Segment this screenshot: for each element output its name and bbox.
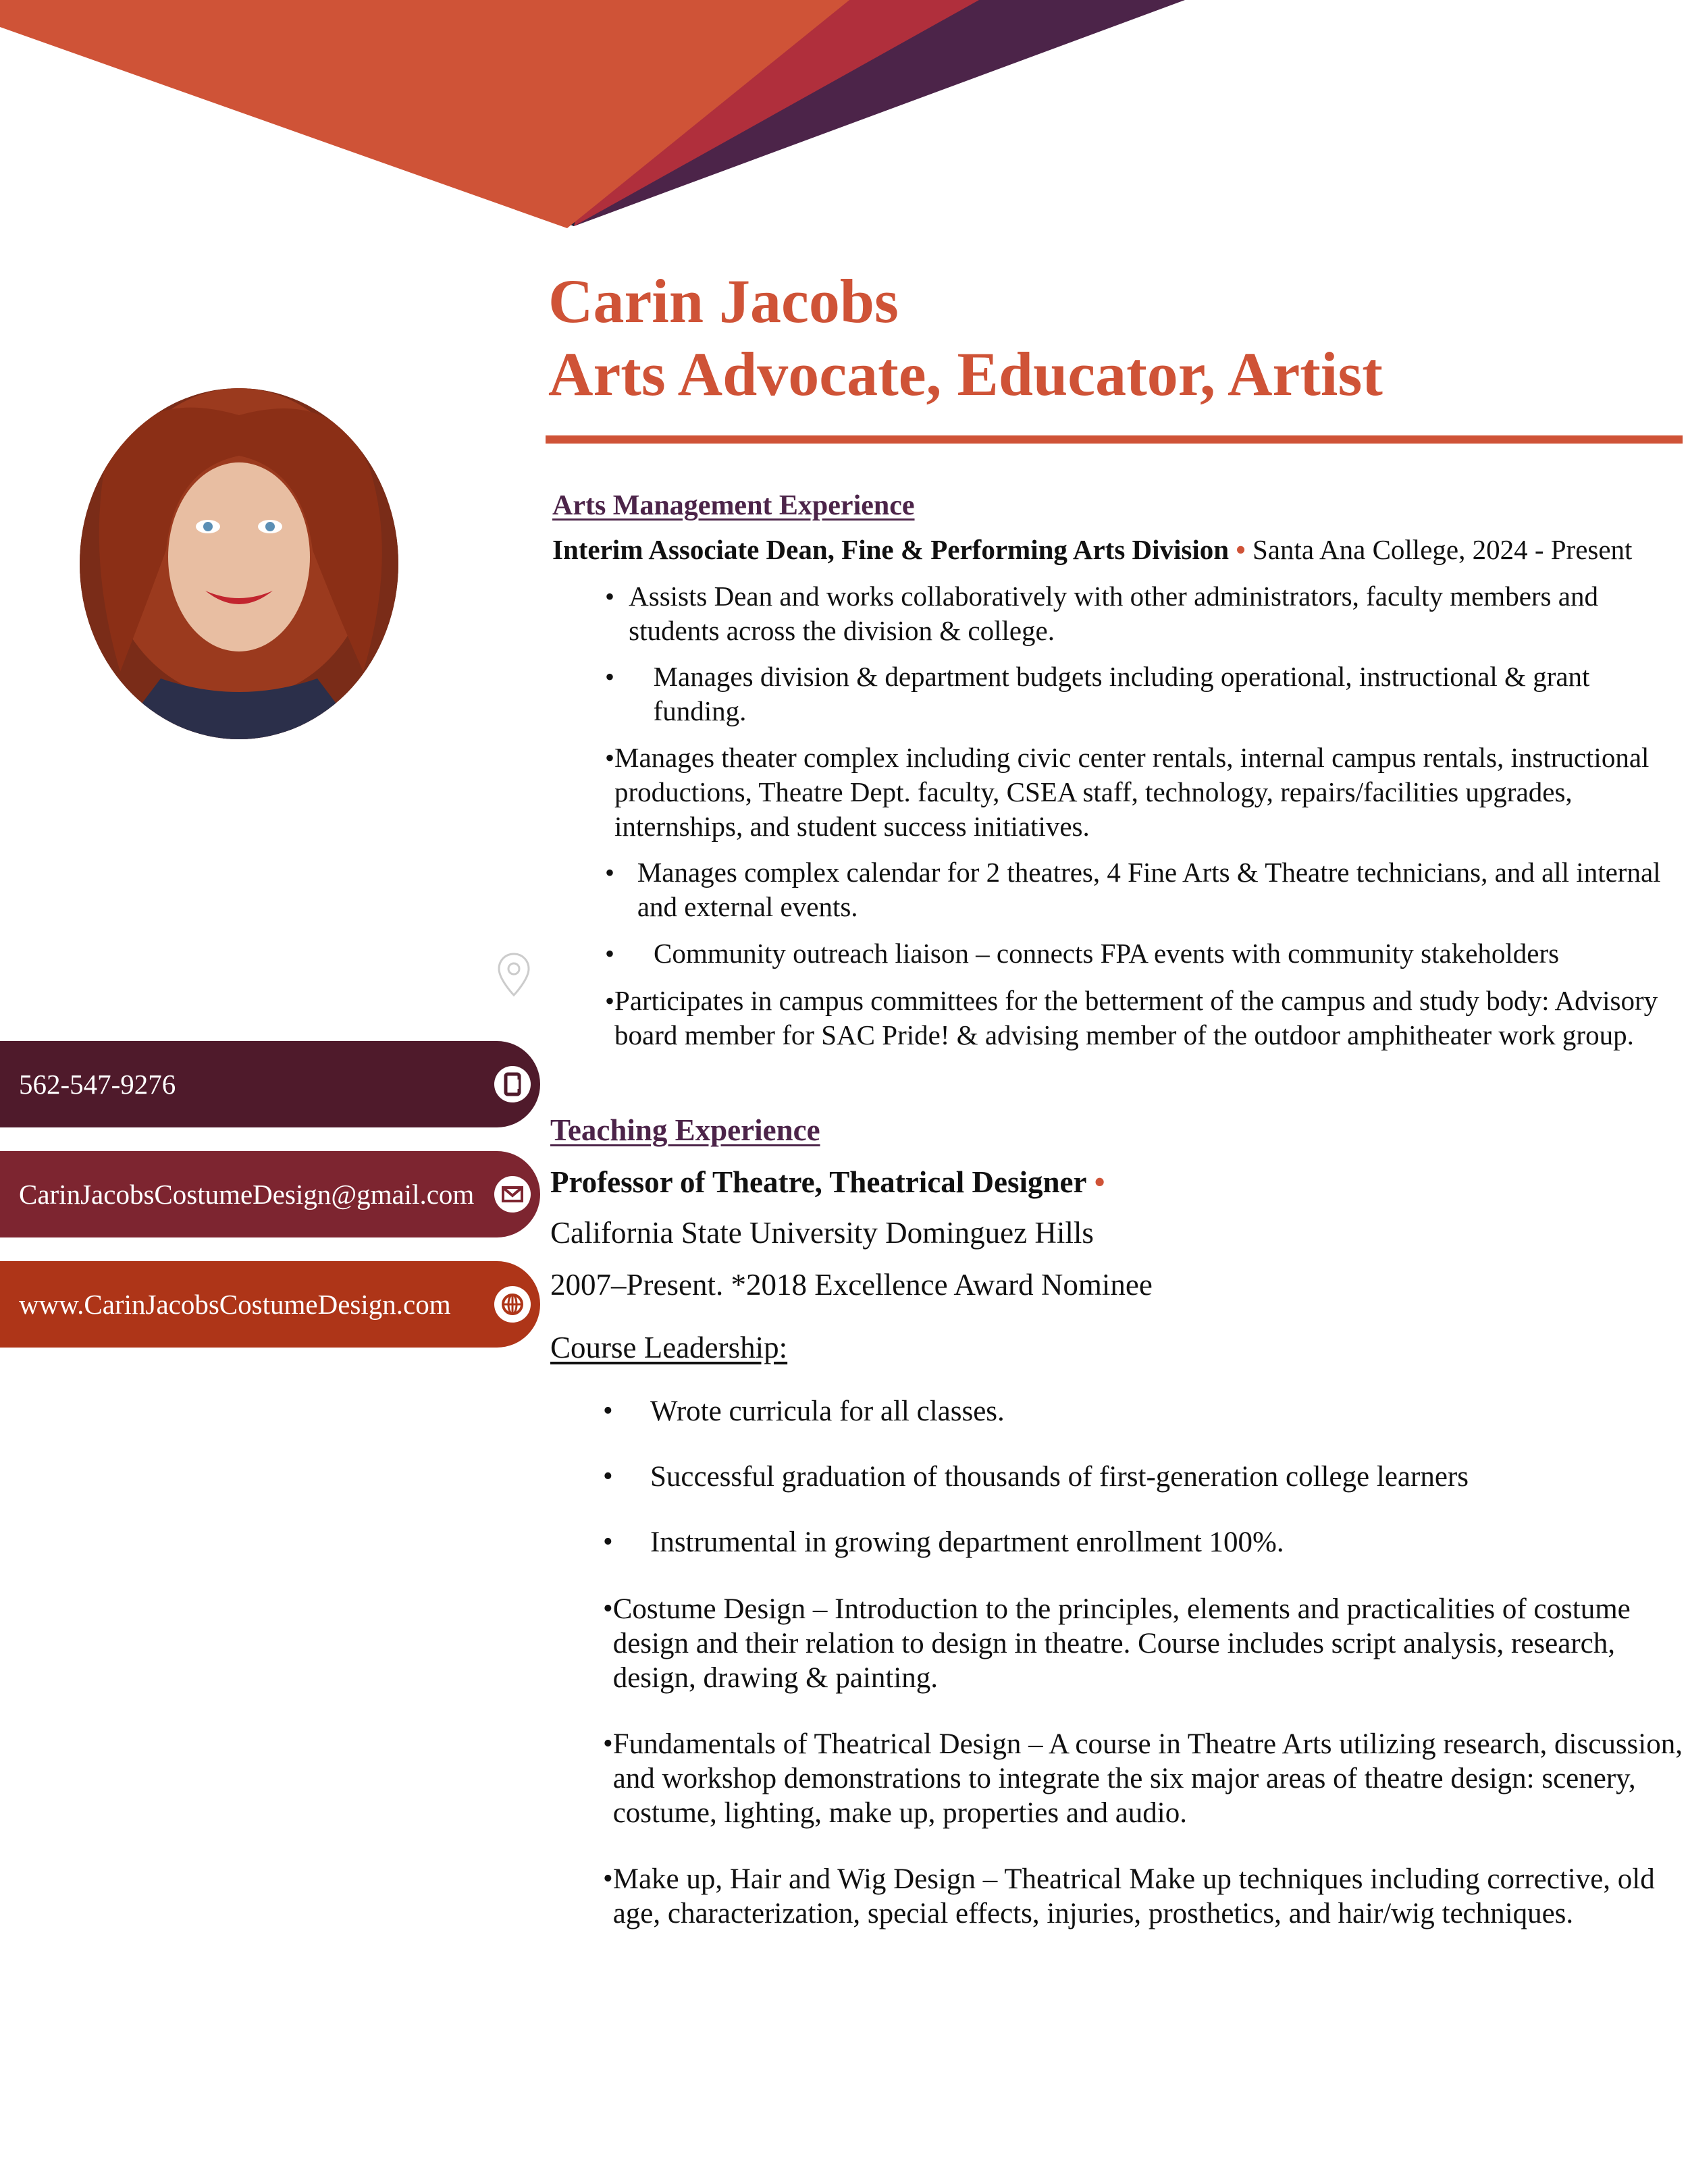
section-heading-arts-management: Arts Management Experience [552, 490, 915, 521]
phone-bar[interactable] [0, 1041, 540, 1127]
list-item: • Fundamentals of Theatrical Design – A course in Theatre Arts utilizing research, discussion, and workshop demonstrations to integrate the six major areas of theatre design: scenery, costume, lighting, make up, properties and audio. [550, 1727, 1685, 1830]
list-item: • Instrumental in growing department enrollment 100%. [550, 1525, 1685, 1560]
course-leadership-heading: Course Leadership: [550, 1331, 788, 1364]
teaching-title-line [550, 1165, 1105, 1200]
separator-dot: • [1094, 1165, 1105, 1199]
list-item: • Community outreach liaison – connects FPA events with community stakeholders [552, 936, 1687, 971]
list-item: • Costume Design – Introduction to the principles, elements and practicalities of costume design and their relation to design in theatre. Course includes script analysis, research, design, drawing & painting. [550, 1592, 1658, 1695]
candidate-tagline: Arts Advocate, Educator, Artist [548, 340, 1383, 408]
teaching-job-title: Professor of Theatre, Theatrical Designer [550, 1165, 1087, 1199]
list-item: • Participates in campus committees for the betterment of the campus and study body: Advisory board member for SAC Pride! & advising member of the outdoor amphitheater work group. [552, 984, 1687, 1053]
website-icon [494, 1286, 531, 1323]
job-organization: Santa Ana College, 2024 - Present [1252, 534, 1633, 565]
candidate-name: Carin Jacobs [548, 267, 899, 336]
job-title-line [552, 533, 1632, 566]
phone-icon [494, 1066, 531, 1102]
list-item: • Assists Dean and works collaboratively with other administrators, faculty members and students across the division & college. [552, 579, 1687, 648]
section-heading-teaching: Teaching Experience [550, 1113, 820, 1147]
list-item: • Successful graduation of thousands of first-generation college learners [550, 1460, 1685, 1494]
email-bar[interactable] [0, 1151, 540, 1237]
list-item: • Manages complex calendar for 2 theatres, 4 Fine Arts & Theatre technicians, and all internal and external events. [552, 855, 1687, 924]
email-icon [494, 1176, 531, 1213]
header-decoration [0, 0, 1688, 243]
header-divider [546, 435, 1683, 444]
job-title: Interim Associate Dean, Fine & Performing Arts Division [552, 534, 1230, 565]
list-item: • Manages theater complex including civic center rentals, internal campus rentals, instructional productions, Theatre Dept. faculty, CSEA staff, technology, repairs/facilities upgrades, internships, and student success initiatives. [552, 741, 1687, 844]
profile-photo [80, 388, 398, 739]
phone-number[interactable]: 562-547-9276 [19, 1069, 176, 1100]
list-item: • Manages division & department budgets including operational, instructional & grant funding. [552, 660, 1687, 728]
separator-dot: • [1236, 534, 1246, 565]
institution: California State University Dominguez Hills [550, 1216, 1094, 1250]
list-item: • Make up, Hair and Wig Design – Theatrical Make up techniques including corrective, old age, characterization, special effects, injuries, prosthetics, and hair/wig techniques. [550, 1862, 1658, 1931]
location-pin-icon [496, 952, 531, 998]
email-address[interactable]: CarinJacobsCostumeDesign@gmail.com [19, 1179, 475, 1210]
website-url[interactable]: www.CarinJacobsCostumeDesign.com [19, 1289, 451, 1320]
teaching-dates: 2007–Present. *2018 Excellence Award Nominee [550, 1268, 1153, 1302]
list-item: • Wrote curricula for all classes. [550, 1394, 1685, 1429]
website-bar[interactable] [0, 1261, 540, 1348]
